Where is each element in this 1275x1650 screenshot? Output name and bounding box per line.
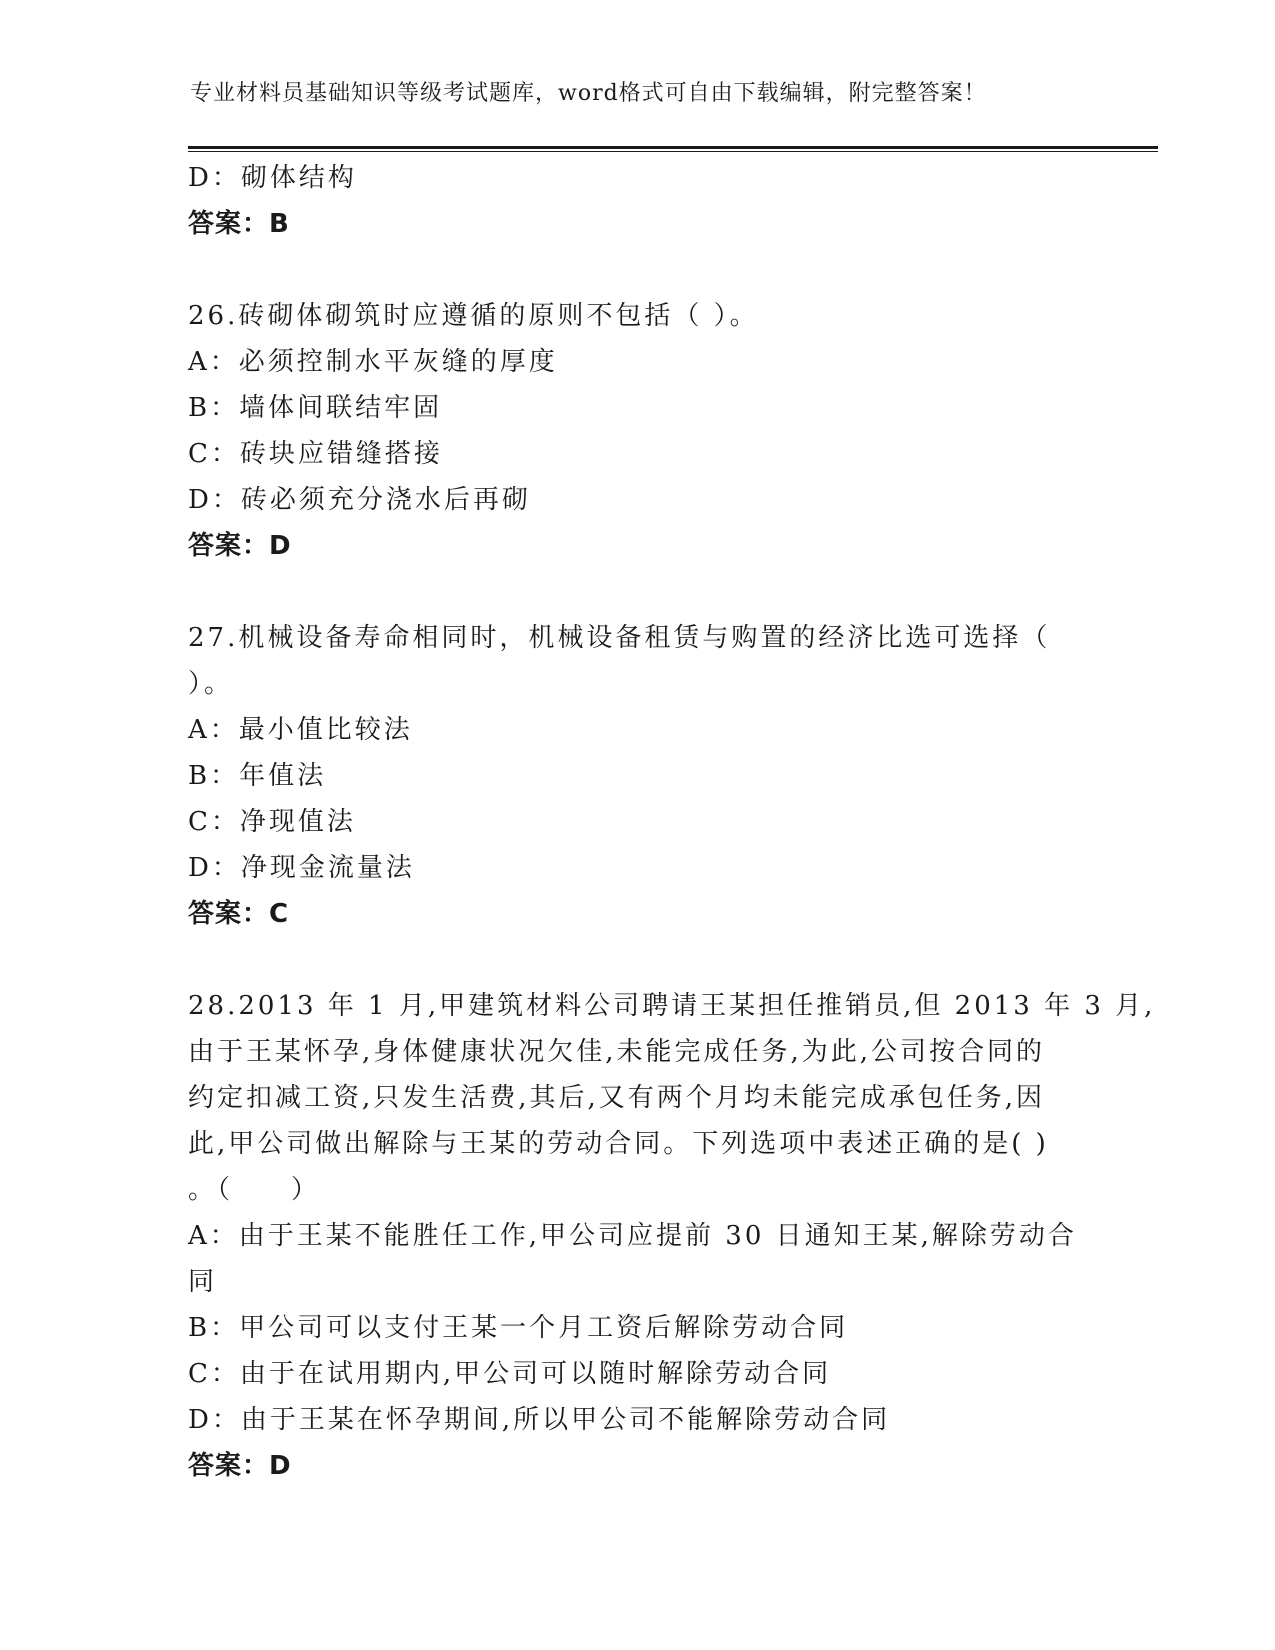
q26-answer: 答案：D	[188, 531, 292, 561]
q28-option-c: C：由于在试用期内,甲公司可以随时解除劳动合同	[188, 1359, 832, 1389]
prev-answer: 答案：B	[188, 209, 290, 239]
spacer	[188, 569, 1088, 615]
q27-option-d: D：净现金流量法	[188, 853, 415, 883]
q28-stem-line2: 由于王某怀孕,身体健康状况欠佳,未能完成任务,为此,公司按合同的	[188, 1037, 1046, 1067]
q26-option-b: B：墙体间联结牢固	[188, 393, 443, 423]
q26-option-a: A：必须控制水平灰缝的厚度	[188, 347, 558, 377]
q27-option-c: C：净现值法	[188, 807, 356, 837]
q26-option-c: C：砖块应错缝搭接	[188, 439, 443, 469]
spacer	[188, 247, 1088, 293]
header-divider	[188, 146, 1158, 152]
q28-answer: 答案：D	[188, 1451, 292, 1481]
page-header: 专业材料员基础知识等级考试题库，word格式可自由下载编辑，附完整答案！	[190, 81, 987, 106]
q28-option-b: B：甲公司可以支付王某一个月工资后解除劳动合同	[188, 1313, 849, 1343]
q26-stem: 26.砖砌体砌筑时应遵循的原则不包括（ ）。	[188, 301, 759, 331]
q28-option-a-line2: 同	[188, 1267, 218, 1297]
q27-answer: 答案：C	[188, 899, 290, 929]
question-list	[188, 155, 1156, 1489]
q27-option-a: A：最小值比较法	[188, 715, 413, 745]
prev-option-d: D：砌体结构	[188, 163, 357, 193]
q27-stem-line1: 27.机械设备寿命相同时，机械设备租赁与购置的经济比选可选择（	[188, 623, 1051, 653]
spacer	[188, 937, 1088, 983]
q28-option-d: D：由于王某在怀孕期间,所以甲公司不能解除劳动合同	[188, 1405, 891, 1435]
q27-stem-line2: ）。	[188, 669, 234, 699]
q28-option-a-line1: A：由于王某不能胜任工作,甲公司应提前 30 日通知王某,解除劳动合	[188, 1221, 1077, 1251]
q26-option-d: D：砖必须充分浇水后再砌	[188, 485, 531, 515]
header-divider-thin	[188, 151, 1158, 152]
q28-stem-line5: 。（ ）	[188, 1175, 321, 1205]
q27-option-b: B：年值法	[188, 761, 327, 791]
q28-stem-line1: 28.2013 年 1 月,甲建筑材料公司聘请王某担任推销员,但 2013 年 3 月,	[188, 991, 1156, 1021]
q28-stem-line4: 此,甲公司做出解除与王某的劳动合同。下列选项中表述正确的是( )	[188, 1129, 1049, 1159]
header-divider-thick	[188, 146, 1158, 149]
q28-stem-line3: 约定扣减工资,只发生活费,其后,又有两个月均未能完成承包任务,因	[188, 1083, 1046, 1113]
